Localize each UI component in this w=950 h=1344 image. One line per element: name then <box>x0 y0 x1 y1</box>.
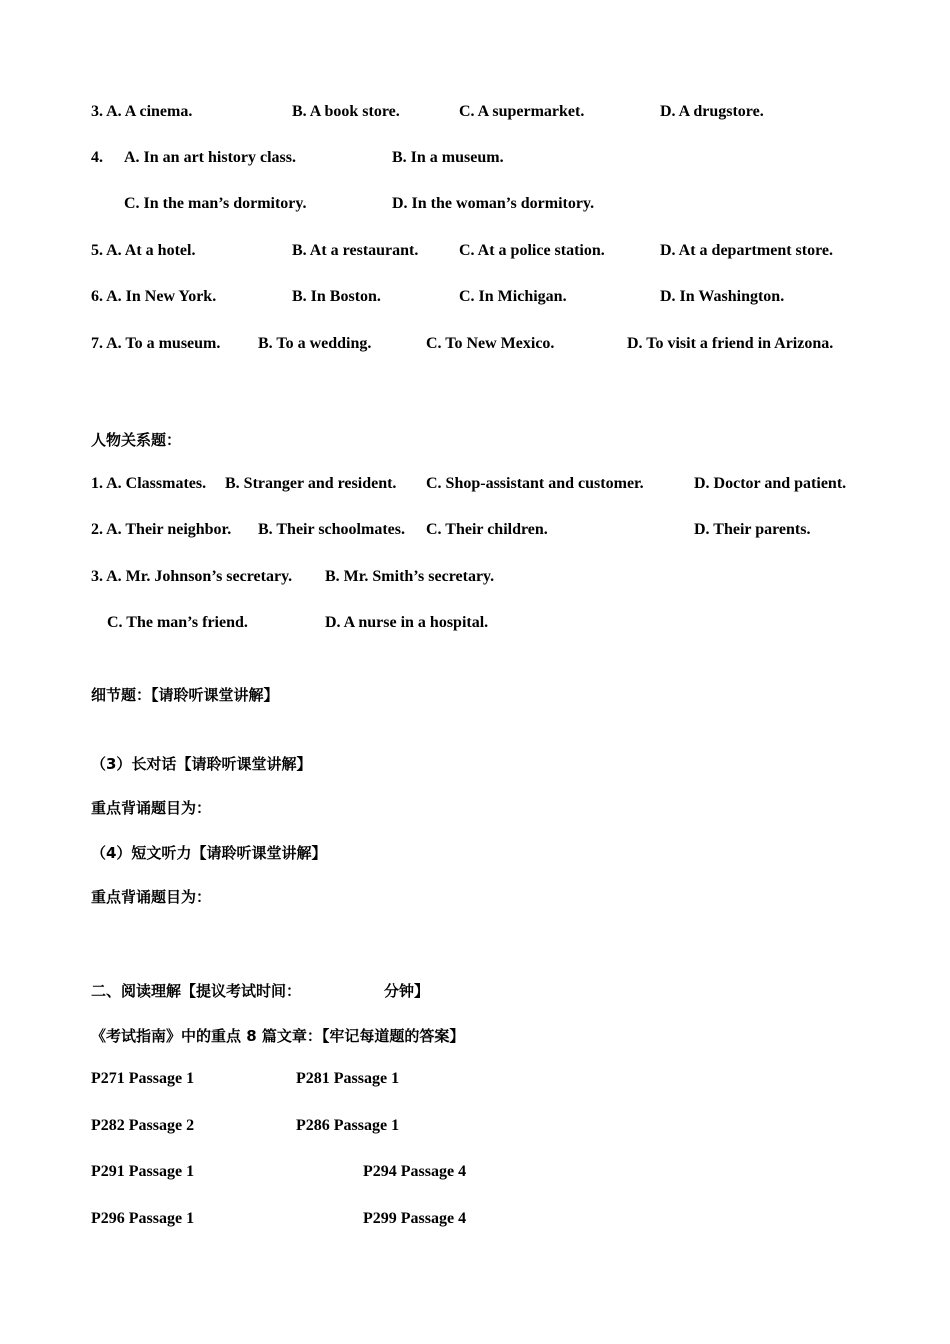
q7-option-b: B. To a wedding. <box>258 335 372 352</box>
passage-item: P282 Passage 2 <box>91 1117 195 1134</box>
passage-item: P296 Passage 1 <box>91 1210 195 1227</box>
q5-option-d: D. At a department store. <box>660 242 834 259</box>
q5-option-b: B. At a restaurant. <box>292 242 419 259</box>
rel-q2-option-a: 2. A. Their neighbor. <box>91 521 232 538</box>
q4-number: 4. <box>91 149 103 166</box>
rel-q1-option-c: C. Shop-assistant and customer. <box>426 475 644 492</box>
detail-heading: 细节题：【请聆听课堂讲解】 <box>91 686 279 704</box>
q3-option-d: D. A drugstore. <box>660 103 764 120</box>
q7-option-d: D. To visit a friend in Arizona. <box>627 335 834 352</box>
q4-option-a: A. In an art history class. <box>124 149 297 166</box>
passage-item: P294 Passage 4 <box>363 1163 467 1180</box>
q6-option-d: D. In Washington. <box>660 288 785 305</box>
q7-option-a: 7. A. To a museum. <box>91 335 221 352</box>
rel-q3-option-b: B. Mr. Smith’s secretary. <box>325 568 495 585</box>
exam-guide-note: 《考试指南》中的重点 8 篇文章：【牢记每道题的答案】 <box>91 1027 465 1045</box>
rel-q2-option-d: D. Their parents. <box>694 521 811 538</box>
q7-option-c: C. To New Mexico. <box>426 335 555 352</box>
rel-q3-option-d: D. A nurse in a hospital. <box>325 614 489 631</box>
q3-option-a: 3. A. A cinema. <box>91 103 193 120</box>
passage-item: P299 Passage 4 <box>363 1210 467 1227</box>
relationship-heading: 人物关系题： <box>91 431 182 449</box>
passage-item: P281 Passage 1 <box>296 1070 400 1087</box>
rel-q1-option-d: D. Doctor and patient. <box>694 475 847 492</box>
passage-item: P286 Passage 1 <box>296 1117 400 1134</box>
rel-q2-option-c: C. Their children. <box>426 521 548 538</box>
q3-option-c: C. A supermarket. <box>459 103 585 120</box>
passage-item: P291 Passage 1 <box>91 1163 195 1180</box>
rel-q3-option-a: 3. A. Mr. Johnson’s secretary. <box>91 568 293 585</box>
rel-q1-option-a: 1. A. Classmates. <box>91 475 207 492</box>
q6-option-a: 6. A. In New York. <box>91 288 217 305</box>
key-items-label-2: 重点背诵题目为： <box>91 888 212 906</box>
rel-q2-option-b: B. Their schoolmates. <box>258 521 405 538</box>
q3-option-b: B. A book store. <box>292 103 400 120</box>
q4-option-d: D. In the woman’s dormitory. <box>392 195 595 212</box>
reading-heading: 二、阅读理解【提议考试时间： <box>91 982 302 1000</box>
q6-option-c: C. In Michigan. <box>459 288 567 305</box>
rel-q1-option-b: B. Stranger and resident. <box>225 475 397 492</box>
q4-option-c: C. In the man’s dormitory. <box>124 195 307 212</box>
q4-option-b: B. In a museum. <box>392 149 504 166</box>
short-passage-heading: （4）短文听力【请聆听课堂讲解】 <box>91 844 327 862</box>
long-dialogue-heading: （3）长对话【请聆听课堂讲解】 <box>91 755 312 773</box>
q5-option-c: C. At a police station. <box>459 242 605 259</box>
q5-option-a: 5. A. At a hotel. <box>91 242 196 259</box>
key-items-label-1: 重点背诵题目为： <box>91 799 212 817</box>
q6-option-b: B. In Boston. <box>292 288 381 305</box>
passage-item: P271 Passage 1 <box>91 1070 195 1087</box>
rel-q3-option-c: C. The man’s friend. <box>107 614 248 631</box>
reading-heading-minutes: 分钟】 <box>384 982 430 1000</box>
